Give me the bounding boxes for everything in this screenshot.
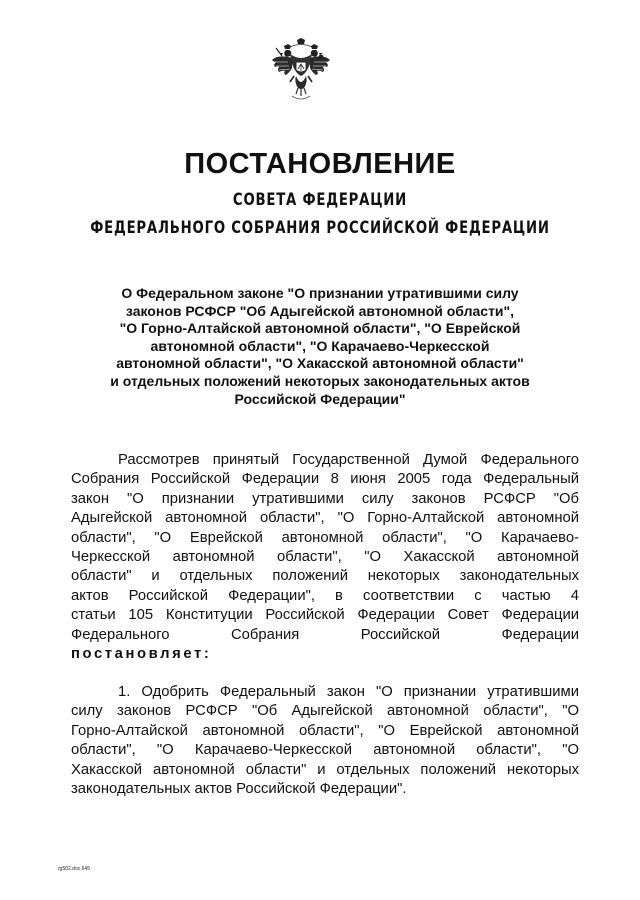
paragraph-line: Горно-Алтайской автономной области", "О Еврейской автономной (71, 722, 579, 739)
preamble-paragraph (71, 451, 579, 664)
paragraph-line: актов Российской Федерации", в соответствии с частью 4 (71, 587, 579, 604)
resolves-word: постановляет: (71, 645, 212, 662)
document-title: ПОСТАНОВЛЕНИЕ (184, 148, 456, 180)
heading-line: Российской Федерации" (234, 390, 406, 407)
paragraph-line: Федерального Собрания Российской Федерации (71, 626, 579, 643)
paragraph-line: области", "О Еврейской автономной области", "О Карачаево- (71, 529, 579, 546)
paragraph-line: Рассмотрев принятый Государственной Думой Федерального (118, 452, 579, 468)
paragraph-line: силу законов РСФСР "Об Адыгейской автономной области", "О (71, 703, 579, 720)
coat-of-arms-icon (270, 38, 332, 104)
heading-line: и отдельных положений некоторых законодательных актов (110, 372, 530, 389)
issuer-line-2: ФЕДЕРАЛЬНОГО СОБРАНИЯ РОССИЙСКОЙ ФЕДЕРАЦИИ (90, 218, 550, 238)
document-heading (70, 285, 570, 408)
heading-line: О Федеральном законе "О признании утратившими силу (121, 285, 519, 301)
paragraph-line: области", "О Карачаево-Черкесской автономной области", "О (71, 742, 579, 759)
paragraph-line: закон "О признании утратившими силу законов РСФСР "Об (71, 490, 579, 507)
heading-line: "О Горно-Алтайской автономной области", "О Еврейской (119, 320, 521, 337)
issuer-line-1: СОВЕТА ФЕДЕРАЦИИ (232, 190, 408, 210)
heading-line: законов РСФСР "Об Адыгейской автономной области", (125, 302, 515, 319)
paragraph-line: 1. Одобрить Федеральный закон "О признании утратившими (118, 684, 579, 700)
file-reference: rg502.doc 645 (58, 866, 90, 872)
paragraph-line: Хакасской автономной области" и отдельных положений некоторых (71, 761, 579, 778)
paragraph-line: Черкесской автономной области", "О Хакасской автономной (71, 548, 579, 565)
resolution-item-1 (71, 683, 579, 799)
paragraph-line: статьи 105 Конституции Российской Федерации Совет Федерации (71, 607, 579, 624)
paragraph-line: Адыгейской автономной области", "О Горно-Алтайской автономной (71, 510, 579, 527)
paragraph-line: Собрания Российской Федерации 8 июня 2005 года Федеральный (71, 471, 579, 488)
paragraph-line: области" и отдельных положений некоторых законодательных (71, 568, 579, 585)
heading-line: автономной области", "О Карачаево-Черкесской (150, 337, 490, 354)
heading-line: автономной области", "О Хакасской автономной области" (116, 355, 524, 372)
paragraph-line: законодательных актов Российской Федерации". (71, 780, 407, 797)
